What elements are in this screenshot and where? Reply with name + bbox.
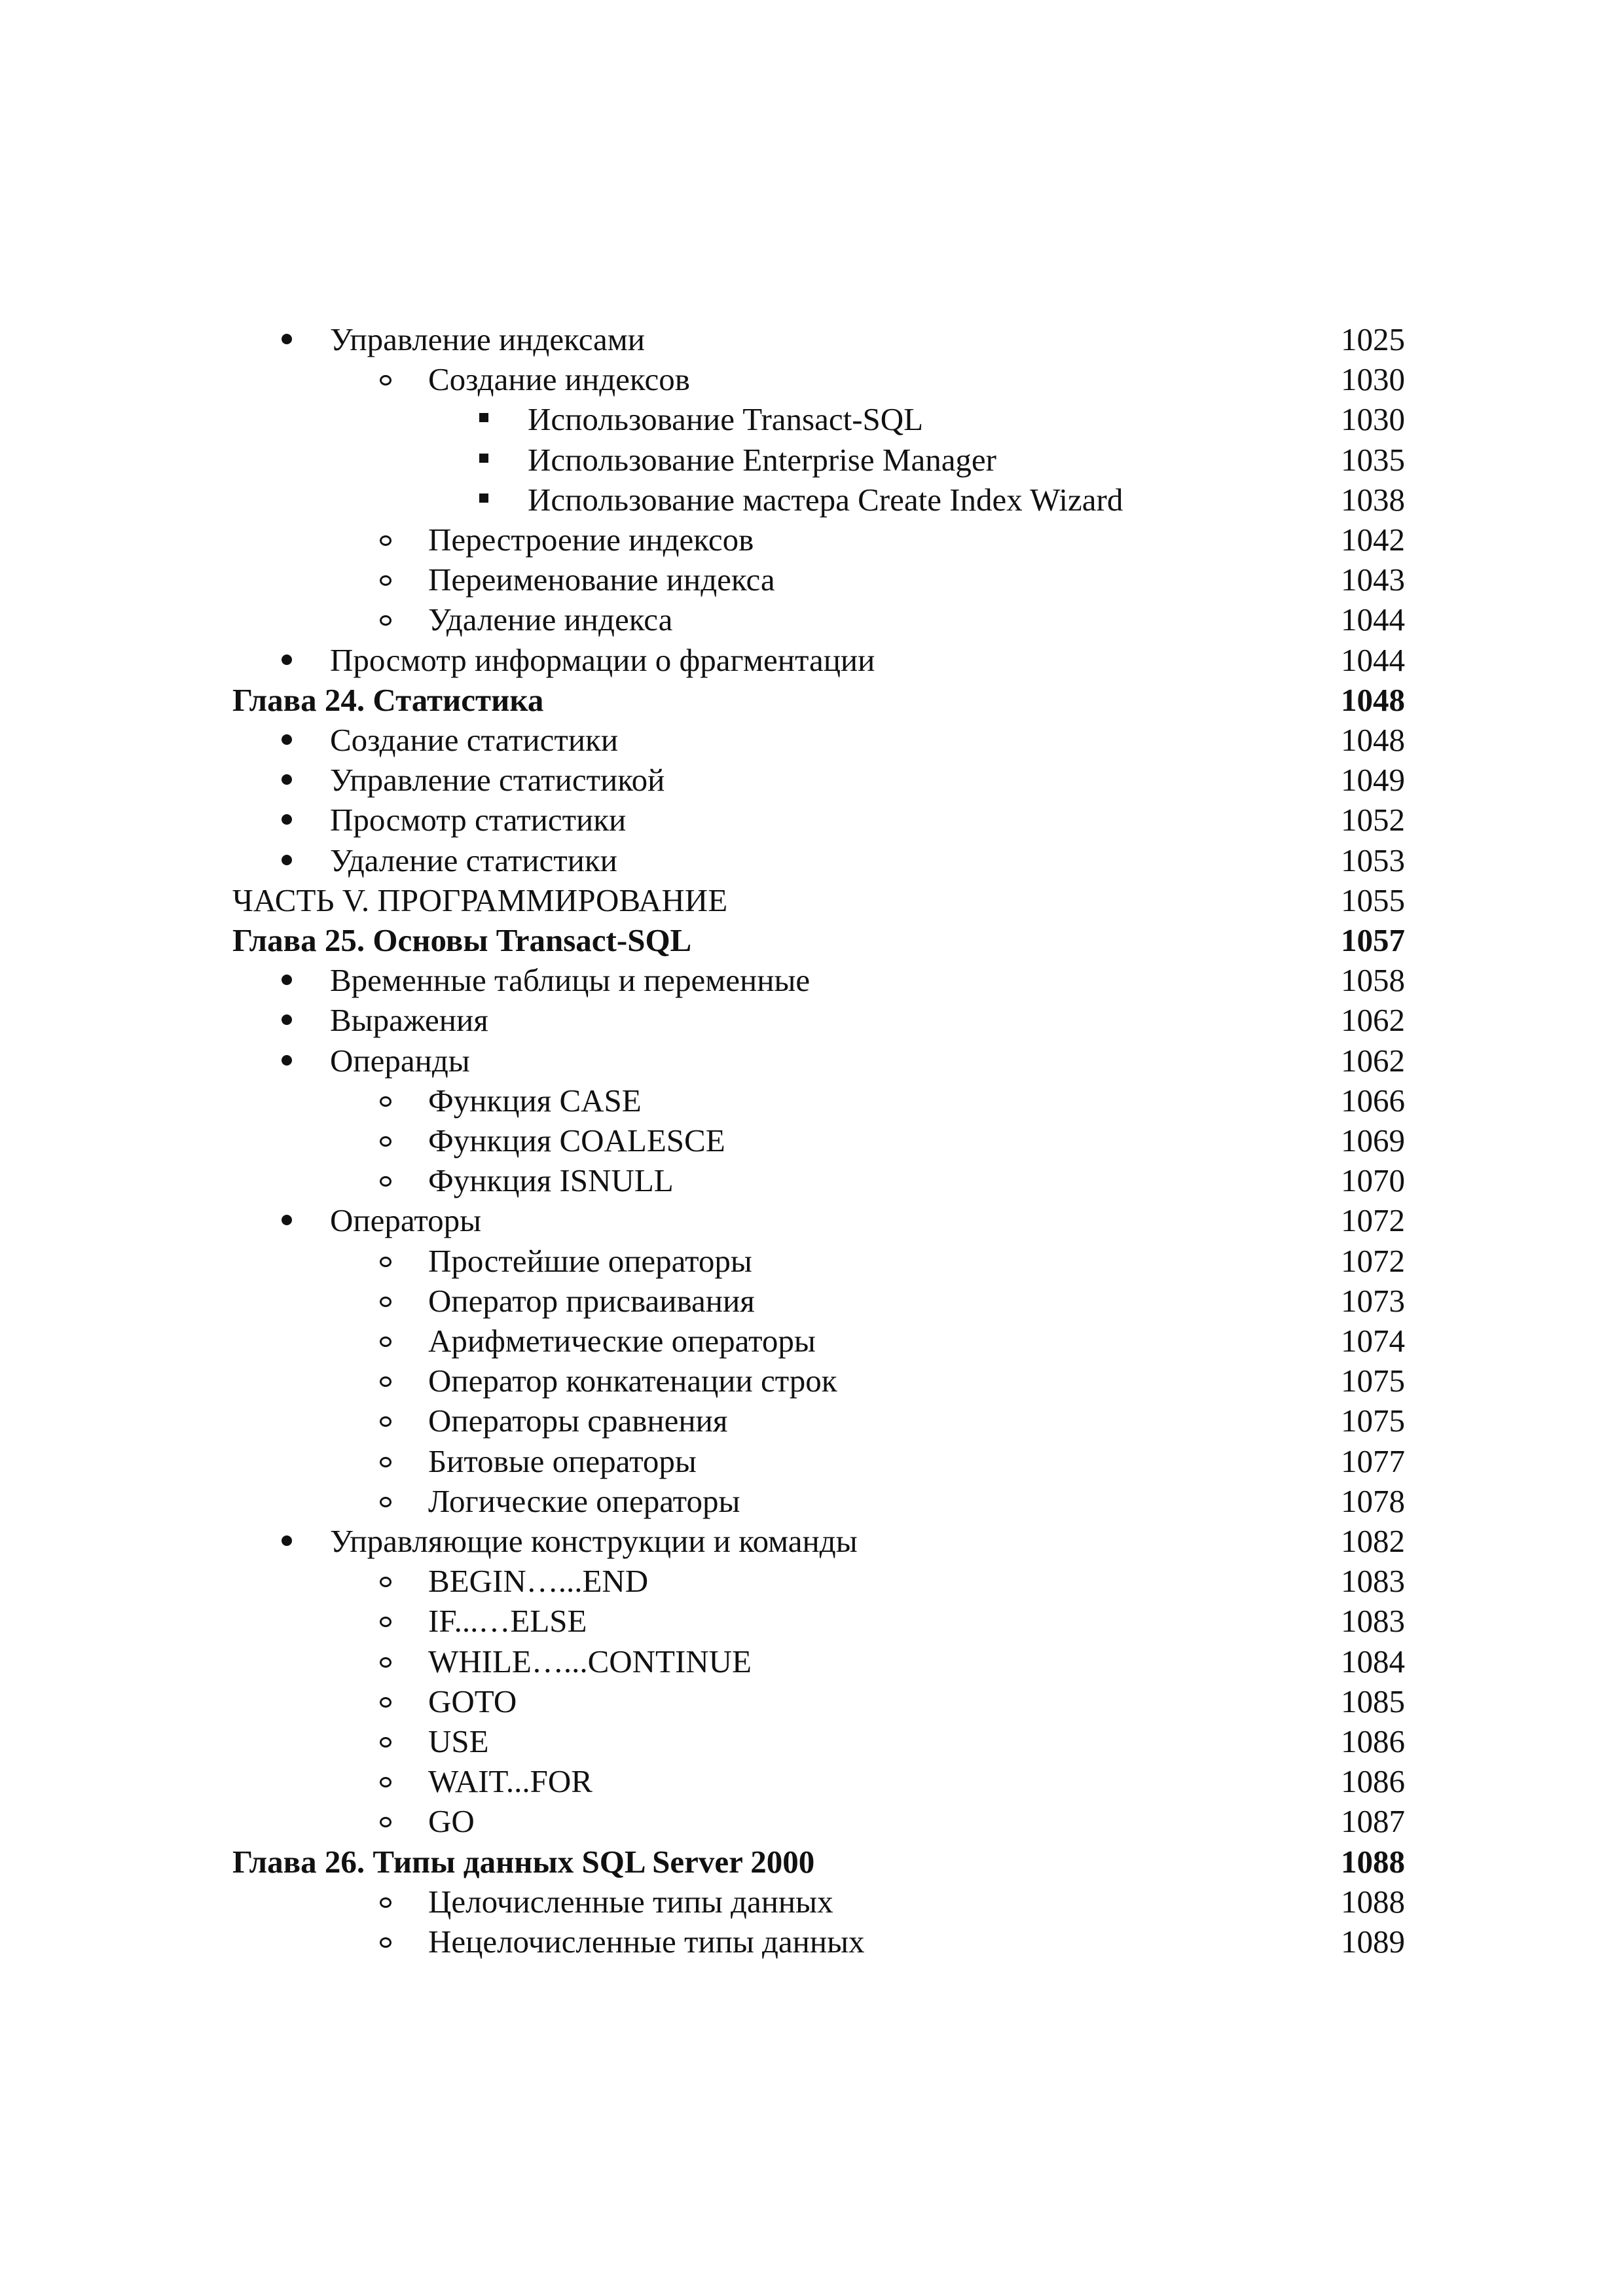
toc-entry-title: Управление статистикой <box>330 762 665 798</box>
toc-entry-row <box>0 560 1623 600</box>
toc-entry-row <box>0 600 1623 639</box>
bullet-circle-icon <box>378 560 398 600</box>
toc-entry-row <box>0 1481 1623 1521</box>
bullet-circle-icon <box>378 1281 398 1321</box>
toc-entry-page-number: 1086 <box>1341 1763 1405 1799</box>
toc-entry-title: Просмотр статистики <box>330 802 627 838</box>
toc-entry-title: Перестроение индексов <box>428 522 754 558</box>
bullet-disc-icon <box>280 1000 296 1040</box>
toc-entry-row <box>0 440 1623 480</box>
toc-entry-row <box>0 1882 1623 1922</box>
toc-entry-title: Управление индексами <box>330 321 646 357</box>
toc-entry-row <box>0 1561 1623 1601</box>
toc-entry-row <box>0 800 1623 840</box>
toc-entry-row <box>0 1361 1623 1401</box>
toc-entry-page-number: 1075 <box>1341 1363 1405 1399</box>
toc-entry-page-number: 1025 <box>1341 321 1405 357</box>
toc-entry-row <box>0 1521 1623 1561</box>
toc-entry-title: Битовые операторы <box>428 1443 697 1479</box>
toc-entry-page-number: 1086 <box>1341 1723 1405 1759</box>
toc-entry-row <box>0 720 1623 760</box>
toc-entry-title: Функция COALESCE <box>428 1122 725 1158</box>
bullet-circle-icon <box>378 1441 398 1481</box>
toc-entry-page-number: 1042 <box>1341 522 1405 558</box>
toc-entry-page-number: 1030 <box>1341 361 1405 397</box>
bullet-disc-icon <box>280 1041 296 1081</box>
bullet-disc-icon <box>280 1200 296 1240</box>
toc-entry-page-number: 1087 <box>1341 1803 1405 1839</box>
toc-entry-page-number: 1085 <box>1341 1683 1405 1719</box>
toc-entry-page-number: 1066 <box>1341 1083 1405 1119</box>
bullet-disc-icon <box>280 840 296 880</box>
bullet-disc-icon <box>280 1521 296 1561</box>
toc-entry-row <box>0 1041 1623 1081</box>
bullet-disc-icon <box>280 319 296 359</box>
bullet-circle-icon <box>378 1401 398 1441</box>
toc-entry-page-number: 1062 <box>1341 1002 1405 1038</box>
toc-entry-title: Выражения <box>330 1002 488 1038</box>
toc-entry-title: Удаление индекса <box>428 601 673 637</box>
bullet-circle-icon <box>378 359 398 399</box>
toc-entry-page-number: 1083 <box>1341 1603 1405 1639</box>
bullet-circle-icon <box>378 1241 398 1281</box>
toc-entry-title: Использование Enterprise Manager <box>528 442 997 478</box>
toc-entry-row <box>0 1241 1623 1281</box>
bullet-circle-icon <box>378 1721 398 1761</box>
toc-entry-title: BEGIN…...END <box>428 1563 649 1599</box>
toc-entry-page-number: 1044 <box>1341 601 1405 637</box>
toc-entry-row <box>0 1321 1623 1361</box>
toc-entry-title: USE <box>428 1723 489 1759</box>
toc-entry-title: Создание статистики <box>330 722 619 758</box>
toc-entry-title: Создание индексов <box>428 361 690 397</box>
toc-entry-page-number: 1089 <box>1341 1924 1405 1960</box>
toc-entry-title: Управляющие конструкции и команды <box>330 1523 858 1559</box>
toc-entry-row <box>0 760 1623 800</box>
toc-entry-title: Операторы <box>330 1202 482 1238</box>
toc-entry-page-number: 1077 <box>1341 1443 1405 1479</box>
toc-entry-row <box>0 640 1623 680</box>
toc-entry-title: IF...…ELSE <box>428 1603 587 1639</box>
toc-entry-page-number: 1035 <box>1341 442 1405 478</box>
toc-entry-page-number: 1030 <box>1341 401 1405 437</box>
bullet-circle-icon <box>378 1481 398 1521</box>
toc-entry-title: Логические операторы <box>428 1483 740 1519</box>
toc-entry-page-number: 1072 <box>1341 1243 1405 1279</box>
toc-entry-row <box>0 960 1623 1000</box>
toc-entry-title: WHILE…...CONTINUE <box>428 1643 752 1679</box>
bullet-disc-icon <box>280 960 296 1000</box>
toc-entry-title: Операторы сравнения <box>428 1403 728 1439</box>
toc-entry-title: Использование мастера Create Index Wizard <box>528 482 1123 518</box>
toc-entry-row <box>0 1200 1623 1240</box>
toc-entry-title: Целочисленные типы данных <box>428 1884 833 1920</box>
bullet-circle-icon <box>378 1761 398 1801</box>
bullet-circle-icon <box>378 1882 398 1922</box>
toc-entry-row <box>0 1721 1623 1761</box>
toc-entry-row <box>0 1000 1623 1040</box>
toc-entry-page-number: 1073 <box>1341 1283 1405 1319</box>
toc-entry-title: Функция CASE <box>428 1083 642 1119</box>
toc-entry-row <box>0 1401 1623 1441</box>
toc-entry-page-number: 1053 <box>1341 842 1405 878</box>
bullet-circle-icon <box>378 1641 398 1681</box>
toc-entry-title: Оператор конкатенации строк <box>428 1363 837 1399</box>
bullet-circle-icon <box>378 1601 398 1641</box>
bullet-circle-icon <box>378 520 398 560</box>
toc-entry-row <box>0 1601 1623 1641</box>
toc-entry-page-number: 1062 <box>1341 1043 1405 1079</box>
toc-entry-page-number: 1088 <box>1341 1844 1405 1880</box>
toc-entry-row <box>0 520 1623 560</box>
toc-entry-title: ЧАСТЬ V. ПРОГРАММИРОВАНИЕ <box>232 882 728 918</box>
toc-entry-row <box>0 319 1623 359</box>
toc-heading-row <box>0 680 1623 720</box>
toc-entry-title: Глава 24. Статистика <box>232 682 544 718</box>
bullet-square-icon <box>478 440 494 480</box>
toc-heading-row <box>0 1842 1623 1882</box>
toc-entry-page-number: 1088 <box>1341 1884 1405 1920</box>
toc-entry-row <box>0 1281 1623 1321</box>
toc-entry-page-number: 1049 <box>1341 762 1405 798</box>
bullet-disc-icon <box>280 800 296 840</box>
bullet-circle-icon <box>378 1121 398 1160</box>
toc-entry-row <box>0 1121 1623 1160</box>
toc-entry-page-number: 1084 <box>1341 1643 1405 1679</box>
bullet-circle-icon <box>378 1160 398 1200</box>
bullet-circle-icon <box>378 1681 398 1721</box>
bullet-square-icon <box>478 480 494 520</box>
bullet-square-icon <box>478 399 494 439</box>
toc-entry-title: Функция ISNULL <box>428 1162 674 1198</box>
toc-entry-row <box>0 1641 1623 1681</box>
toc-entry-page-number: 1038 <box>1341 482 1405 518</box>
bullet-circle-icon <box>378 1321 398 1361</box>
toc-entry-title: WAIT...FOR <box>428 1763 593 1799</box>
toc-entry-page-number: 1070 <box>1341 1162 1405 1198</box>
toc-entry-title: Глава 26. Типы данных SQL Server 2000 <box>232 1844 815 1880</box>
toc-entry-title: Временные таблицы и переменные <box>330 962 811 998</box>
toc-entry-row <box>0 840 1623 880</box>
toc-entry-page-number: 1048 <box>1341 722 1405 758</box>
toc-entry-row <box>0 359 1623 399</box>
toc-entry-title: Нецелочисленные типы данных <box>428 1924 865 1960</box>
toc-entry-row <box>0 480 1623 520</box>
toc-entry-title: Арифметические операторы <box>428 1323 816 1359</box>
toc-entry-title: GOTO <box>428 1683 517 1719</box>
toc-entry-title: Операнды <box>330 1043 470 1079</box>
toc-entry-page-number: 1058 <box>1341 962 1405 998</box>
toc-heading-row <box>0 920 1623 960</box>
toc-entry-page-number: 1048 <box>1341 682 1405 718</box>
toc-entry-row <box>0 1441 1623 1481</box>
toc-entry-row <box>0 1801 1623 1841</box>
toc-entry-page-number: 1057 <box>1341 922 1405 958</box>
toc-entry-title: Глава 25. Основы Transact-SQL <box>232 922 692 958</box>
toc-entry-page-number: 1043 <box>1341 562 1405 598</box>
toc-entry-page-number: 1075 <box>1341 1403 1405 1439</box>
toc-entry-title: Использование Transact-SQL <box>528 401 924 437</box>
toc-entry-title: Просмотр информации о фрагментации <box>330 642 875 678</box>
bullet-disc-icon <box>280 720 296 760</box>
toc-entry-title: Переименование индекса <box>428 562 775 598</box>
toc-entry-page-number: 1083 <box>1341 1563 1405 1599</box>
toc-entry-page-number: 1069 <box>1341 1122 1405 1158</box>
toc-entry-page-number: 1055 <box>1341 882 1405 918</box>
toc-entry-title: Удаление статистики <box>330 842 617 878</box>
toc-heading-row <box>0 880 1623 920</box>
bullet-circle-icon <box>378 1081 398 1121</box>
toc-entry-page-number: 1074 <box>1341 1323 1405 1359</box>
toc-entry-page-number: 1078 <box>1341 1483 1405 1519</box>
toc-entry-row <box>0 1922 1623 1962</box>
toc-entry-row <box>0 1761 1623 1801</box>
toc-entry-title: Оператор присваивания <box>428 1283 755 1319</box>
toc-entry-title: Простейшие операторы <box>428 1243 752 1279</box>
toc-entry-page-number: 1052 <box>1341 802 1405 838</box>
toc-entry-row <box>0 1081 1623 1121</box>
bullet-circle-icon <box>378 1361 398 1401</box>
bullet-circle-icon <box>378 600 398 639</box>
bullet-disc-icon <box>280 760 296 800</box>
toc-entry-title: GO <box>428 1803 475 1839</box>
bullet-disc-icon <box>280 640 296 680</box>
toc-entry-page-number: 1044 <box>1341 642 1405 678</box>
bullet-circle-icon <box>378 1801 398 1841</box>
bullet-circle-icon <box>378 1561 398 1601</box>
bullet-circle-icon <box>378 1922 398 1962</box>
toc-entry-row <box>0 1681 1623 1721</box>
toc-entry-page-number: 1082 <box>1341 1523 1405 1559</box>
toc-entry-row <box>0 1160 1623 1200</box>
toc-entry-row <box>0 399 1623 439</box>
toc-entry-page-number: 1072 <box>1341 1202 1405 1238</box>
